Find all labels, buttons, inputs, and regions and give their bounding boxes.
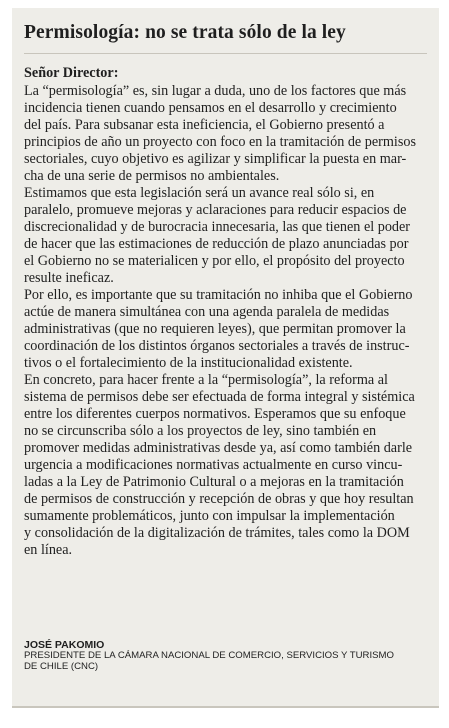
letter-body-line: incidencia tienen cuando pensamos en el desarrollo y crecimiento: [24, 100, 397, 116]
letter-body-line: el Gobierno no se materialicen y por ello, el propósito del proyecto: [24, 253, 405, 269]
letter-body-line: paralelo, promueve mejoras y aclaraciones para reducir espacios de: [24, 202, 407, 218]
letter-body-line: resulte ineficaz.: [24, 270, 114, 286]
letter-body-line: en línea.: [24, 542, 73, 558]
letter-body-line: sumamente problemáticos, junto con impulsar la implementación: [24, 508, 395, 524]
letter-body-line: promover medidas administrativas desde ya, así como también darle: [24, 440, 413, 456]
letter-author-role-line: DE CHILE (CNC): [24, 660, 99, 672]
letter-body-line: urgencia a modificaciones normativas actualmente en curso vincu-: [24, 457, 403, 473]
letter-body-line: de hacer que las estimaciones de reducción de plazo anunciadas por: [24, 236, 409, 252]
letter-body-line: ladas a la Ley de Patrimonio Cultural o a mejoras en la tramitación: [24, 474, 404, 490]
letter-body-line: principios de año un proyecto con foco en la tramitación de permisos: [24, 134, 417, 150]
letter-body-line: Estimamos que esta legislación será un avance real sólo si, en: [24, 185, 375, 201]
letter-body-line: administrativas (que no requieren leyes), que permitan promover la: [24, 321, 406, 337]
letter-body-line: En concreto, para hacer frente a la “permisología”, la reforma al: [24, 372, 388, 388]
letter-author-role-line: PRESIDENTE DE LA CÁMARA NACIONAL DE COMERCIO, SERVICIOS Y TURISMO: [24, 650, 394, 661]
letter-body-line: discrecionalidad y de burocracia innecesaria, las que tienen el poder: [24, 219, 411, 235]
letter-body-line: del país. Para subsanar esta ineficiencia, el Gobierno presentó a: [24, 117, 385, 133]
letter-box: [12, 8, 439, 708]
letter-body-line: cha de una serie de permisos no ambientales.: [24, 168, 280, 184]
letter-body: [24, 83, 444, 559]
letter-body-line: entre los diferentes cuerpos normativos. Esperamos que su enfoque: [24, 406, 406, 422]
letter-body-line: coordinación de los distintos órganos sectoriales a través de instruc-: [24, 338, 410, 354]
letter-body-line: sectoriales, cuyo objetivo es agilizar y simplificar la puesta en mar-: [24, 151, 407, 167]
letter-body-line: sistema de permisos debe ser efectuada de forma integral y sistémica: [24, 389, 415, 405]
letter-body-line: Por ello, es importante que su tramitación no inhiba que el Gobierno: [24, 287, 413, 303]
letter-author-role: [24, 651, 434, 672]
letter-body-line: actúe de manera simultánea con una agenda paralela de medidas: [24, 304, 390, 320]
letter-body-line: y consolidación de la digitalización de trámites, tales como la DOM: [24, 525, 410, 541]
letter-body-line: no se circunscriba sólo a los proyectos de ley, sino también en: [24, 423, 377, 439]
letter-salutation: Señor Director:: [24, 65, 119, 81]
title-divider: [24, 53, 427, 54]
letter-body-line: tivos o el fortalecimiento de la institucionalidad existente.: [24, 355, 353, 371]
letter-author: JOSÉ PAKOMIO: [24, 639, 105, 651]
letter-body-line: de permisos de construcción y recepción de obras y que hoy resultan: [24, 491, 414, 507]
letter-body-line: La “permisología” es, sin lugar a duda, uno de los factores que más: [24, 83, 407, 99]
letter-title: Permisología: no se trata sólo de la ley: [24, 22, 346, 43]
